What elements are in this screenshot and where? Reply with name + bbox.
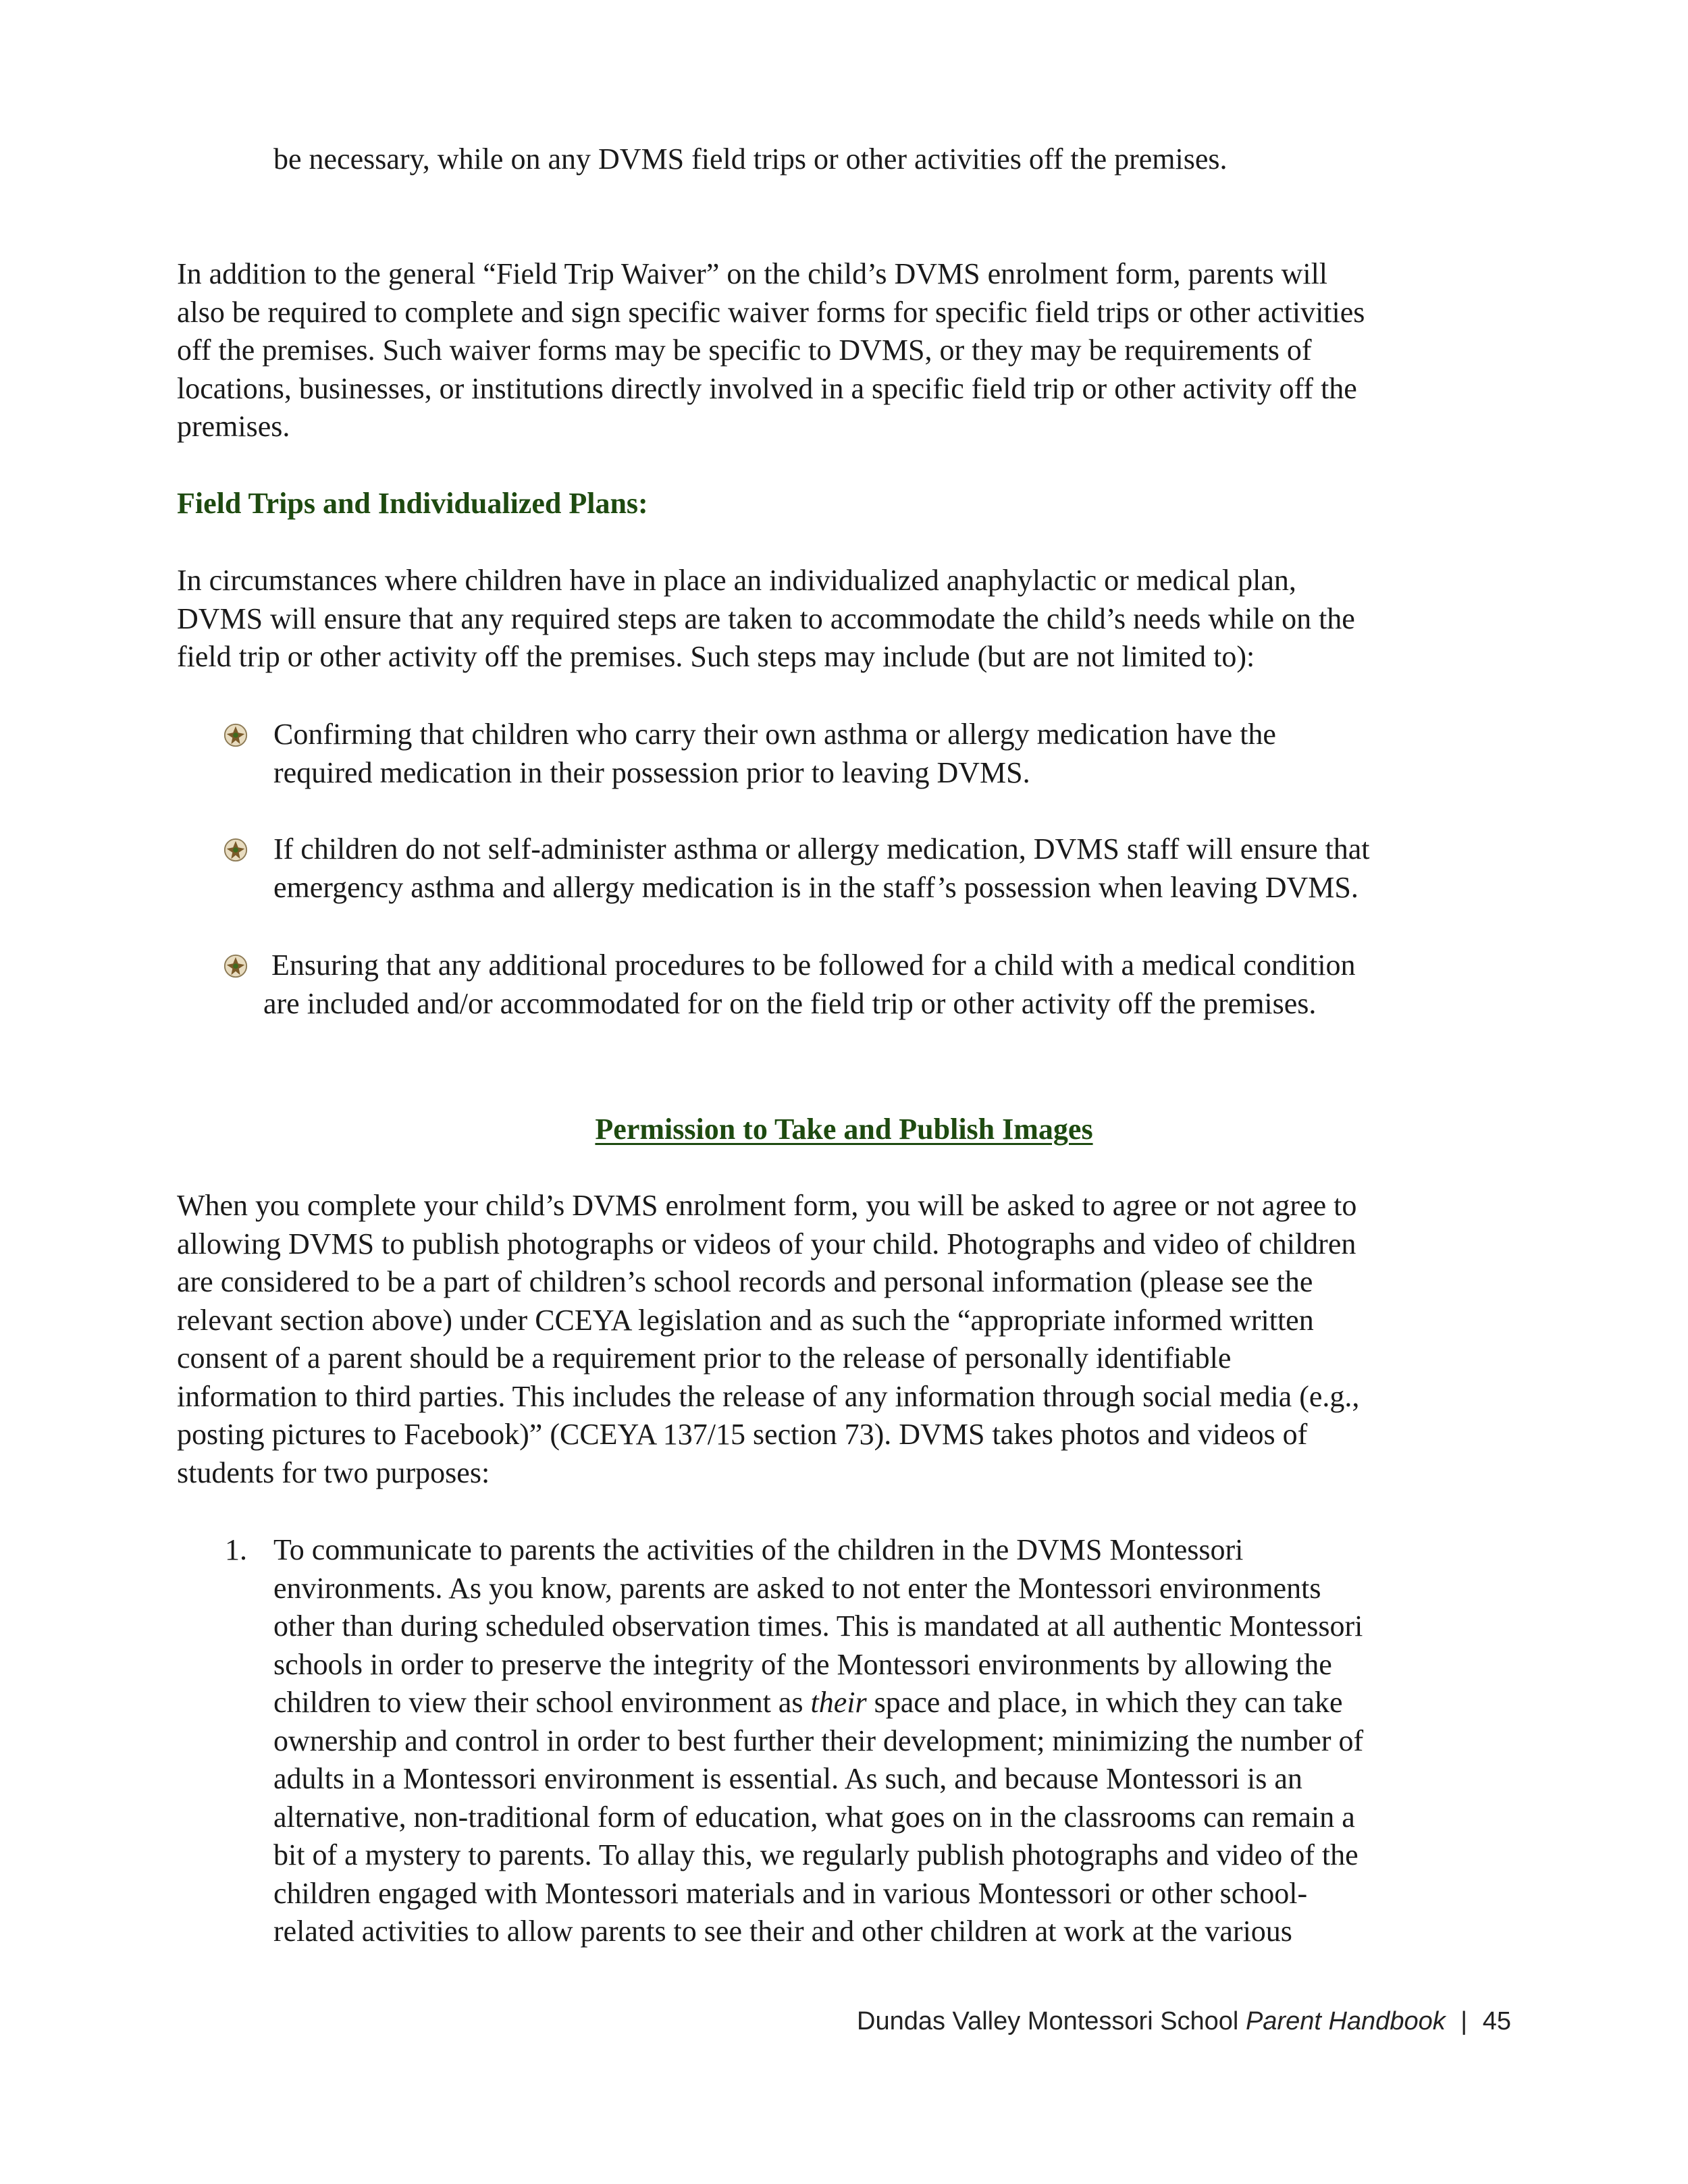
list-line: To communicate to parents the activities of the children in the DVMS Montessori (273, 1533, 1244, 1566)
field-trips-paragraph (177, 562, 1514, 676)
waiver-paragraph (177, 255, 1514, 446)
intro-continuation: be necessary, while on any DVMS field trips or other activities off the premises. (273, 142, 1228, 176)
paragraph-line: In addition to the general “Field Trip Waiver” on the child’s DVMS enrolment form, parents will (177, 257, 1328, 290)
list-line: ownership and control in order to best further their development; minimizing the number of (273, 1724, 1364, 1757)
paragraph-line: off the premises. Such waiver forms may be specific to DVMS, or they may be requirements of (177, 334, 1312, 367)
paragraph-line: DVMS will ensure that any required steps are taken to accommodate the child’s needs while on the (177, 602, 1355, 635)
paragraph-line: premises. (177, 410, 290, 443)
section-heading-field-trips: Field Trips and Individualized Plans: (177, 487, 648, 520)
section-heading-images: Permission to Take and Publish Images (595, 1113, 1093, 1146)
bullet-line: are included and/or accommodated for on the field trip or other activity off the premises. (263, 986, 1317, 1020)
list-line: schools in order to preserve the integrity of the Montessori environments by allowing the (273, 1647, 1332, 1681)
paragraph-line: locations, businesses, or institutions directly involved in a specific field trip or other activity off the (177, 371, 1357, 405)
paragraph-line: When you complete your child’s DVMS enrolment form, you will be asked to agree or not agree to (177, 1189, 1357, 1222)
list-line: bit of a mystery to parents. To allay this, we regularly publish photographs and video of the (273, 1838, 1359, 1871)
leaf-bullet-icon (223, 722, 248, 748)
paragraph-line: relevant section above) under CCEYA legislation and as such the “appropriate informed written (177, 1303, 1314, 1337)
paragraph-line: students for two purposes: (177, 1456, 490, 1489)
footer-school-name: Dundas Valley Montessori School (857, 2007, 1239, 2035)
paragraph-line: In circumstances where children have in place an individualized anaphylactic or medical plan, (177, 564, 1296, 597)
paragraph-line: allowing DVMS to publish photographs or videos of your child. Photographs and video of children (177, 1227, 1356, 1260)
paragraph-line: consent of a parent should be a requirement prior to the release of personally identifiable (177, 1341, 1232, 1375)
list-text: children to view their school environment as (273, 1686, 811, 1719)
bullet-text (263, 947, 1519, 1023)
images-paragraph (177, 1187, 1514, 1492)
paragraph-line: also be required to complete and sign specific waiver forms for specific field trips or other activities (177, 295, 1365, 329)
list-line: other than during scheduled observation times. This is mandated at all authentic Montessori (273, 1609, 1363, 1643)
italic-emphasis: their (810, 1686, 867, 1719)
list-line (273, 1684, 1529, 1722)
list-item (273, 1531, 1529, 1951)
list-line: environments. As you know, parents are asked to not enter the Montessori environments (273, 1571, 1321, 1605)
paragraph-line: field trip or other activity off the premises. Such steps may include (but are not limited to): (177, 640, 1255, 673)
bullet-line: Confirming that children who carry their own asthma or allergy medication have the (273, 718, 1276, 751)
paragraph-line: information to third parties. This includes the release of any information through social media (e.g., (177, 1379, 1360, 1413)
page-number: 45 (1482, 2007, 1511, 2035)
bullet-line: Ensuring that any additional procedures to be followed for a child with a medical condition (271, 949, 1356, 982)
bullet-line: emergency asthma and allergy medication is in the staff’s possession when leaving DVMS. (273, 870, 1359, 904)
list-marker: 1. (225, 1533, 247, 1566)
bullet-text (273, 716, 1529, 792)
bullet-text (273, 830, 1529, 907)
leaf-bullet-icon (223, 953, 248, 979)
list-line: children engaged with Montessori materials and in various Montessori or other school- (273, 1876, 1308, 1910)
paragraph-line: posting pictures to Facebook)” (CCEYA 137/15 section 73). DVMS takes photos and videos of (177, 1418, 1308, 1451)
footer-separator: | (1460, 2007, 1468, 2035)
bullet-line: If children do not self-administer asthma or allergy medication, DVMS staff will ensure that (273, 832, 1370, 865)
page-footer (857, 2002, 1511, 2041)
list-line: related activities to allow parents to see their and other children at work at the various (273, 1915, 1292, 1948)
footer-doc-title: Parent Handbook (1245, 2007, 1446, 2035)
bullet-line: required medication in their possession prior to leaving DVMS. (273, 755, 1030, 789)
leaf-bullet-icon (223, 837, 248, 863)
list-text: space and place, in which they can take (866, 1686, 1343, 1719)
paragraph-line: are considered to be a part of children’s school records and personal information (please see the (177, 1265, 1313, 1298)
list-line: alternative, non-traditional form of education, what goes on in the classrooms can remain a (273, 1800, 1355, 1834)
list-line: adults in a Montessori environment is essential. As such, and because Montessori is an (273, 1762, 1302, 1795)
